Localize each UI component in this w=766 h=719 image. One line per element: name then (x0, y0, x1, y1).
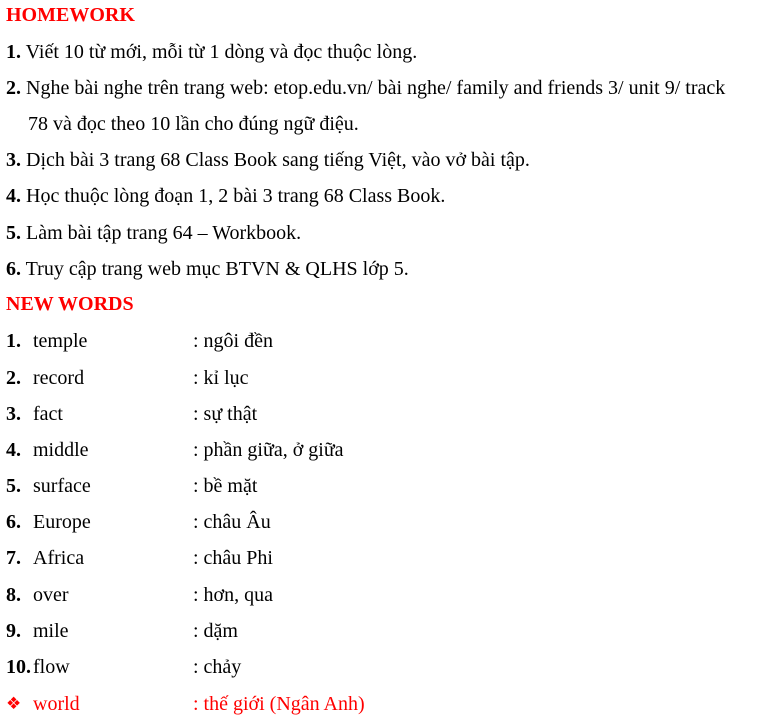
vocab-word: Africa (33, 547, 85, 569)
vocab-row (6, 402, 746, 426)
vocab-meaning: : thế giới (Ngân Anh) (193, 693, 365, 715)
vocab-meaning: : chảy (193, 656, 242, 678)
vocab-word: flow (33, 656, 70, 678)
vocab-row (6, 546, 746, 570)
vocab-number: 6. (6, 511, 21, 533)
homework-item-number: 4. (6, 185, 21, 207)
homework-item-6 (6, 257, 409, 281)
homework-item-number: 3. (6, 149, 21, 171)
homework-item-text: Nghe bài nghe trên trang web: etop.edu.vn/ bài nghe/ family and friends 3/ unit 9/ track (26, 77, 726, 99)
vocab-row (6, 619, 746, 643)
vocab-row (6, 366, 746, 390)
vocab-row (6, 438, 746, 462)
vocab-word: mile (33, 620, 69, 642)
vocab-number: 3. (6, 403, 21, 425)
vocab-row (6, 474, 746, 498)
homework-item-5 (6, 221, 301, 245)
homework-item-text: Viết 10 từ mới, mỗi từ 1 dòng và đọc thuộc lòng. (25, 41, 418, 63)
vocab-row (6, 329, 746, 353)
vocab-word: middle (33, 439, 89, 461)
vocab-word: Europe (33, 511, 91, 533)
vocab-meaning: : ngôi đền (193, 330, 273, 352)
vocab-number: 9. (6, 620, 21, 642)
vocab-meaning: : dặm (193, 620, 238, 642)
homework-item-4 (6, 184, 445, 208)
vocab-word: record (33, 367, 85, 389)
vocab-meaning: : châu Âu (193, 511, 271, 533)
vocab-word: fact (33, 403, 63, 425)
homework-item-text: Dịch bài 3 trang 68 Class Book sang tiếng Việt, vào vở bài tập. (26, 149, 530, 171)
vocab-row (6, 510, 746, 534)
vocab-word: world (33, 693, 80, 715)
homework-heading: HOMEWORK (6, 4, 135, 26)
vocab-number: 1. (6, 330, 21, 352)
vocab-word: temple (33, 330, 88, 352)
homework-item-number: 5. (6, 222, 21, 244)
homework-item-1 (6, 40, 417, 64)
vocab-row (6, 655, 746, 679)
vocab-word: surface (33, 475, 91, 497)
homework-item-2-continuation: 78 và đọc theo 10 lần cho đúng ngữ điệu. (28, 113, 359, 135)
vocab-number: 7. (6, 547, 21, 569)
vocab-number: 10. (6, 656, 31, 678)
vocab-number: 2. (6, 367, 21, 389)
vocab-number: 8. (6, 584, 21, 606)
vocab-meaning: : phần giữa, ở giữa (193, 439, 344, 461)
vocab-meaning: : kỉ lục (193, 367, 249, 389)
diamond-bullet-icon: ❖ (6, 694, 22, 714)
homework-item-3 (6, 148, 530, 172)
vocab-meaning: : châu Phi (193, 547, 273, 569)
vocab-row-extra (6, 692, 746, 716)
vocab-meaning: : sự thật (193, 403, 258, 425)
homework-item-2 (6, 76, 725, 100)
vocab-meaning: : hơn, qua (193, 584, 274, 606)
homework-item-text: Làm bài tập trang 64 – Workbook. (26, 222, 302, 244)
homework-item-text: Học thuộc lòng đoạn 1, 2 bài 3 trang 68 Class Book. (26, 185, 446, 207)
vocab-meaning: : bề mặt (193, 475, 258, 497)
vocab-row (6, 583, 746, 607)
homework-item-number: 1. (6, 41, 21, 63)
vocab-word: over (33, 584, 69, 606)
homework-item-text: Truy cập trang web mục BTVN & QLHS lớp 5. (25, 258, 409, 280)
vocab-number: 5. (6, 475, 21, 497)
vocab-number: 4. (6, 439, 21, 461)
homework-item-number: 6. (6, 258, 21, 280)
new-words-heading: NEW WORDS (6, 293, 134, 315)
homework-item-number: 2. (6, 77, 21, 99)
